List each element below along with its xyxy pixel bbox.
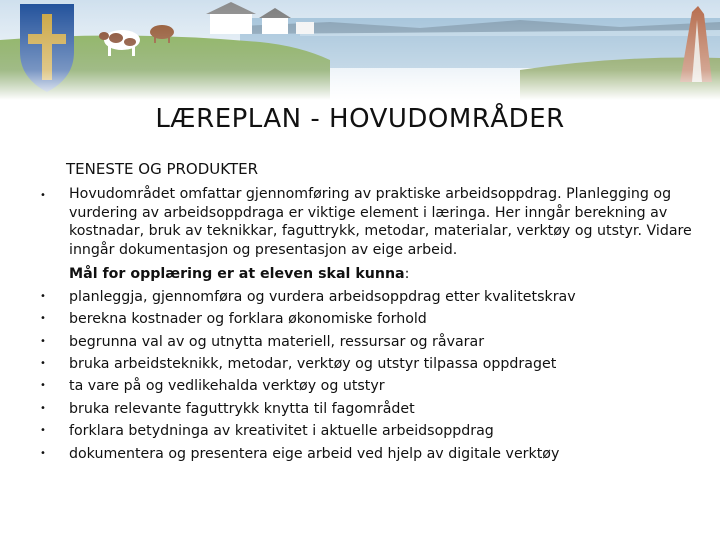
list-item xyxy=(40,398,700,420)
list-item xyxy=(40,443,700,465)
section-heading: TENESTE OG PRODUKTER xyxy=(66,160,259,178)
bullet-icon: • xyxy=(40,190,46,201)
header-banner xyxy=(0,0,720,100)
list-item xyxy=(40,353,700,375)
goal-text: begrunna val av og utnytta materiell, ressursar og råvarar xyxy=(69,333,485,350)
list-item xyxy=(40,420,700,442)
goal-text: dokumentera og presentera eige arbeid ved hjelp av digitale verktøy xyxy=(69,445,560,462)
goal-text: forklara betydninga av kreativitet i aktuelle arbeidsoppdrag xyxy=(69,423,494,440)
bullet-icon: • xyxy=(40,402,46,414)
goal-text: ta vare på og vedlikehalda verktøy og utstyr xyxy=(69,378,385,395)
bullet-icon: • xyxy=(40,358,46,369)
bullet-icon: • xyxy=(40,290,46,302)
goal-text: planleggja, gjennomføra og vurdera arbeidsoppdrag etter kvalitetskrav xyxy=(69,288,576,305)
page-title: LÆREPLAN - HOVUDOMRÅDER xyxy=(155,104,565,134)
bullet-icon: • xyxy=(40,335,46,347)
content-body xyxy=(40,183,700,465)
bullet-icon: • xyxy=(40,425,46,437)
bullet-icon: • xyxy=(40,380,46,392)
goals-heading-text: Mål for opplæring er at eleven skal kunna xyxy=(69,266,405,283)
list-item xyxy=(40,286,700,308)
bullet-icon: • xyxy=(40,313,46,325)
goal-text: berekna kostnader og forklara økonomiske forhold xyxy=(69,311,427,328)
intro-text: Hovudområdet omfattar gjennomføring av praktiske arbeidsoppdrag. Planlegging og vurdering av arbeidsoppdraga er viktige element i læringa. Her inngår berekning av kostnadar, bruk av teknikkar, faguttrykk, metodar, materialar, verktøy og utstyr. Vidare inngår dokumentasjon og presentasjon av eige arbeid. xyxy=(69,186,692,258)
goal-text: bruka relevante faguttrykk knytta til fagområdet xyxy=(69,400,415,417)
goals-heading-colon: : xyxy=(404,266,410,283)
banner-illustration xyxy=(0,0,720,100)
goals-heading xyxy=(69,263,700,285)
list-item xyxy=(40,375,700,397)
intro-paragraph xyxy=(40,183,700,263)
goal-text: bruka arbeidsteknikk, metodar, verktøy og utstyr tilpassa oppdraget xyxy=(69,356,557,372)
list-item xyxy=(40,331,700,353)
list-item xyxy=(40,308,700,330)
bullet-icon: • xyxy=(40,447,46,459)
